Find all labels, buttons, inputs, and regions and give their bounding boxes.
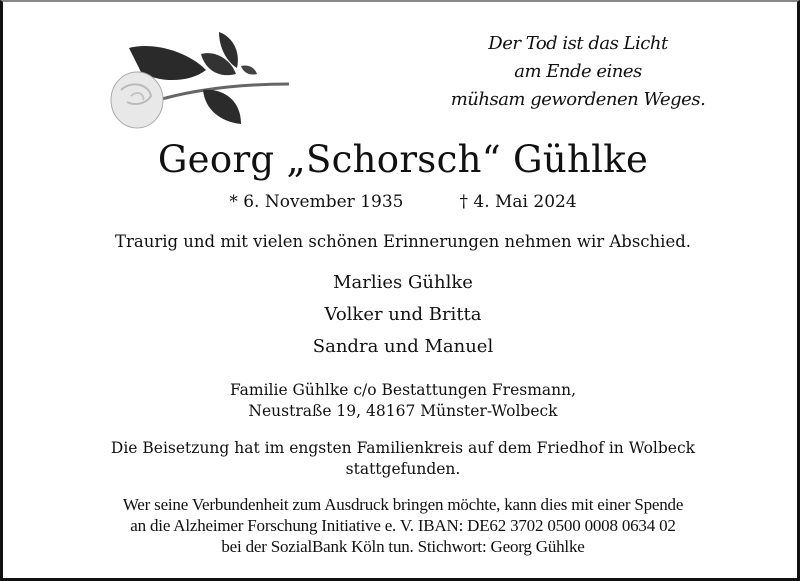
donation-line: an die Alzheimer Forschung Initiative e. V. IBAN: DE62 3702 0500 0008 0634 02 <box>130 516 676 535</box>
mourner-name: Volker und Britta <box>324 304 482 325</box>
intro-text: Traurig und mit vielen schönen Erinnerungen nehmen wir Abschied. <box>114 232 692 251</box>
address-line: Familie Gühlke c/o Bestattungen Fresmann, <box>229 381 577 399</box>
mourner-name: Sandra und Manuel <box>312 336 494 357</box>
donation-line: Wer seine Verbundenheit zum Ausdruck bringen möchte, kann dies mit einer Spende <box>122 495 684 514</box>
donation-note <box>3 494 800 557</box>
birth-date: * 6. November 1935 <box>229 192 404 212</box>
burial-line: Die Beisetzung hat im engsten Familienkreis auf dem Friedhof in Wolbeck <box>110 439 696 457</box>
contact-address <box>3 380 800 422</box>
burial-note <box>3 438 800 480</box>
quote-line: am Ende eines <box>514 61 642 82</box>
life-dates <box>3 192 800 212</box>
quote <box>443 30 713 114</box>
rose-icon <box>91 32 301 142</box>
burial-line: stattgefunden. <box>345 460 461 478</box>
deceased-name: Georg „Schorsch“ Gühlke <box>157 138 649 181</box>
donation-line: bei der SozialBank Köln tun. Stichwort: Georg Gühlke <box>221 537 585 556</box>
mourner-name: Marlies Gühlke <box>333 272 473 293</box>
address-line: Neustraße 19, 48167 Münster-Wolbeck <box>248 402 558 420</box>
death-date: † 4. Mai 2024 <box>459 192 577 212</box>
quote-line: mühsam gewordenen Weges. <box>450 89 706 110</box>
quote-line: Der Tod ist das Licht <box>488 33 668 54</box>
